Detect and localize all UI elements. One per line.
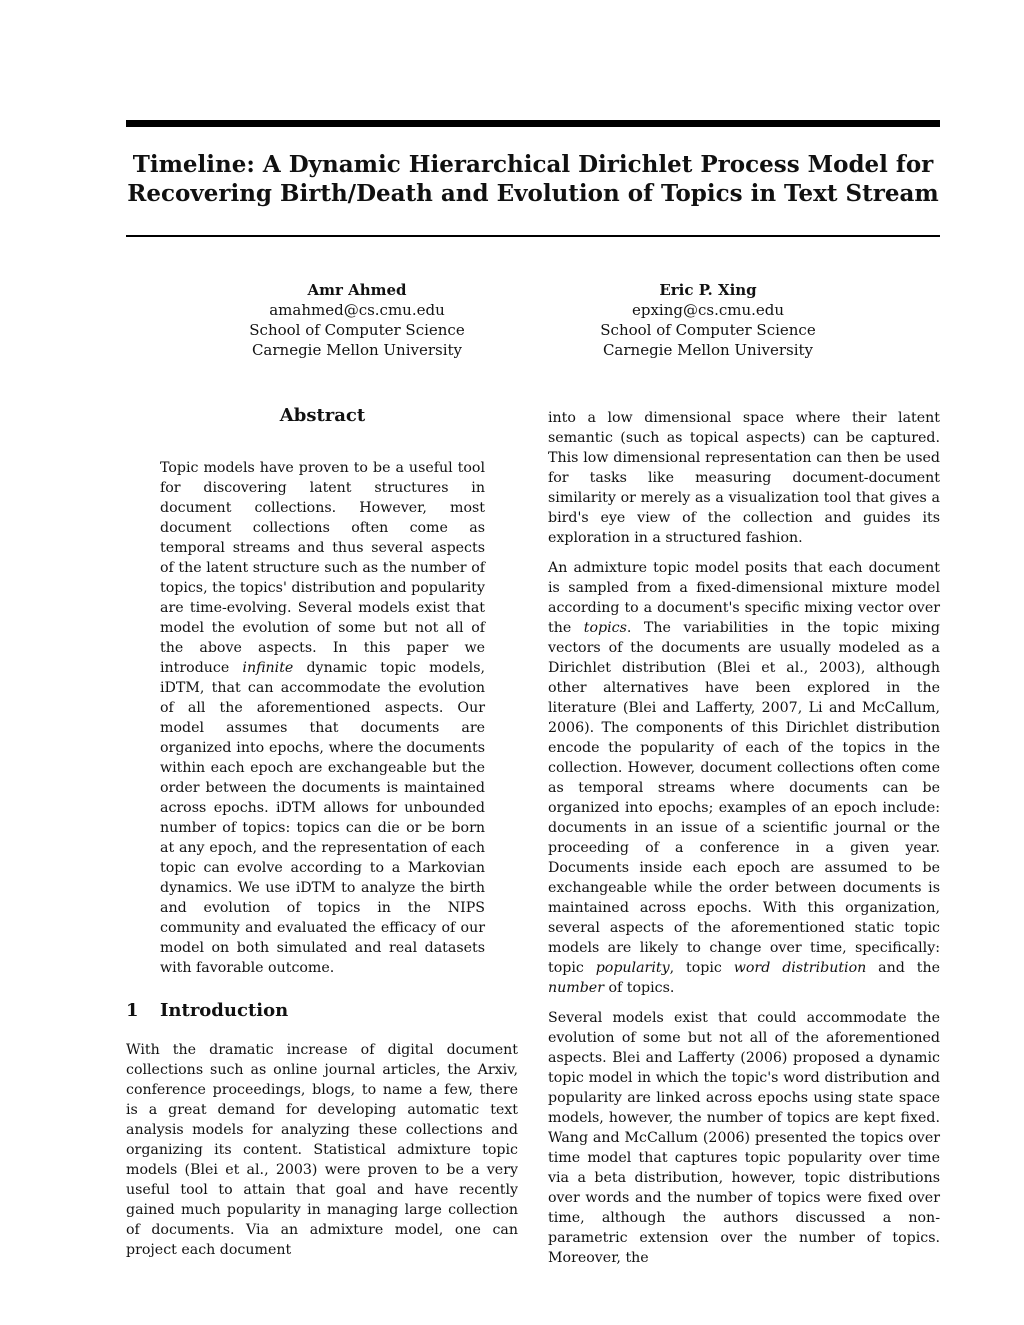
intro-paragraph-1: With the dramatic increase of digital document collections such as online journal articles, the Arxiv, conference proceedings, blogs, to name a few, there is a great demand for developing automatic text analysis models for analyzing these collections and organizing its content. Statistical admixture topic models (Blei et al., 2003) were proven to be a very useful tool to attain that goal and have recently gained much popularity in managing large collection of documents. Via an admixture model, one can project each document	[126, 1042, 518, 1258]
abstract-heading: Abstract	[279, 405, 366, 426]
author-email: amahmed@cs.cmu.edu	[269, 301, 445, 319]
author-name: Eric P. Xing	[659, 281, 757, 299]
para2-text-d: and the	[866, 960, 940, 976]
author-university: Carnegie Mellon University	[602, 341, 814, 359]
author-department: School of Computer Science	[249, 321, 465, 339]
para2-italic-popularity: popularity	[595, 960, 670, 976]
right-column	[548, 408, 940, 1278]
section-number: 1	[126, 1000, 139, 1021]
author-name: Amr Ahmed	[307, 281, 407, 299]
abstract-text-part-1: Topic models have proven to be a useful tool for discovering latent structures in document collections. However, most document collections often come as temporal streams and thus several aspects of the latent structure such as the number of topics, the topics' distribution and popularity are time-evolving. Several models exist that model the evolution of some but not all of the above aspects. In this paper we introduce	[160, 460, 485, 676]
para2-text-e: of topics.	[604, 980, 675, 996]
abstract-text-part-2: dynamic topic models, iDTM, that can accommodate the evolution of all the aforementioned aspects. Our model assumes that documents are organized into epochs, where the documents within each epoch are exchangeable but the order between the documents is maintained across epochs. iDTM allows for unbounded number of topics: topics can die or be born at any epoch, and the representation of each topic can evolve according to a Markovian dynamics. We use iDTM to analyze the birth and evolution of topics in the NIPS community and evaluated the efficacy of our model on both simulated and real datasets with favorable outcome.	[160, 660, 485, 976]
abstract-italic-term: infinite	[242, 660, 294, 676]
intro-paragraph-3: Several models exist that could accommodate the evolution of some but not all of the aforementioned aspects. Blei and Lafferty (2006) proposed a dynamic topic model in which the topic's word distribution and popularity are linked across epochs using state space models, however, the number of topics are kept fixed. Wang and McCallum (2006) presented the topics over time model that captures topic popularity over time via a beta distribution, however, topic distributions over words and the number of topics were fixed over time, although the authors discussed a non-parametric extension over the number of topics. Moreover, the	[548, 1010, 940, 1266]
para2-text-b: . The variabilities in the topic mixing vectors of the documents are usually modeled as a Dirichlet distribution (Blei et al., 2003), although other alternatives have been explored in the literature (Blei and Lafferty, 2007, Li and McCallum, 2006). The components of this Dirichlet distribution encode the popularity of each of the topics in the collection. However, document collections often come as temporal streams where documents can be organized into epochs; examples of an epoch include: documents in an issue of a scientific journal or the proceeding of a conference in a given year. Documents inside each epoch are assumed to be exchangeable while the order between documents is maintained across epochs. With this organization, several aspects of the aforementioned static topic models are likely to change over time, specifically: topic	[548, 620, 940, 976]
para2-italic-word-distribution: word distribution	[733, 960, 867, 976]
section-title: Introduction	[160, 1000, 289, 1021]
title-bottom-rule	[126, 235, 940, 237]
author-university: Carnegie Mellon University	[251, 341, 463, 359]
paper-title	[126, 150, 940, 208]
section-heading-introduction	[126, 1000, 288, 1021]
author-block-2	[558, 280, 858, 360]
author-department: School of Computer Science	[600, 321, 816, 339]
title-top-rule	[126, 120, 940, 127]
para2-italic-topics: topics	[583, 620, 627, 636]
para2-text-c: , topic	[669, 960, 734, 976]
paper-title-line-1: Timeline: A Dynamic Hierarchical Dirichlet Process Model for	[132, 151, 934, 178]
abstract-text	[160, 458, 485, 978]
para2-italic-number: number	[548, 980, 604, 996]
intro-paragraph-2	[548, 558, 940, 998]
intro-paragraph-1-continued: into a low dimensional space where their latent semantic (such as topical aspects) can be captured. This low dimensional representation can then be used for tasks like measuring document-document similarity or merely as a visualization tool that gives a bird's eye view of the collection and guides its exploration in a structured fashion.	[548, 410, 940, 546]
paper-title-line-2: Recovering Birth/Death and Evolution of Topics in Text Stream	[127, 180, 939, 207]
para2-text-a: An admixture topic model posits that each document is sampled from a fixed-dimensional mixture model according to a document's specific mixing vector over the	[548, 560, 940, 636]
author-block-1	[207, 280, 507, 360]
author-email: epxing@cs.cmu.edu	[631, 301, 785, 319]
